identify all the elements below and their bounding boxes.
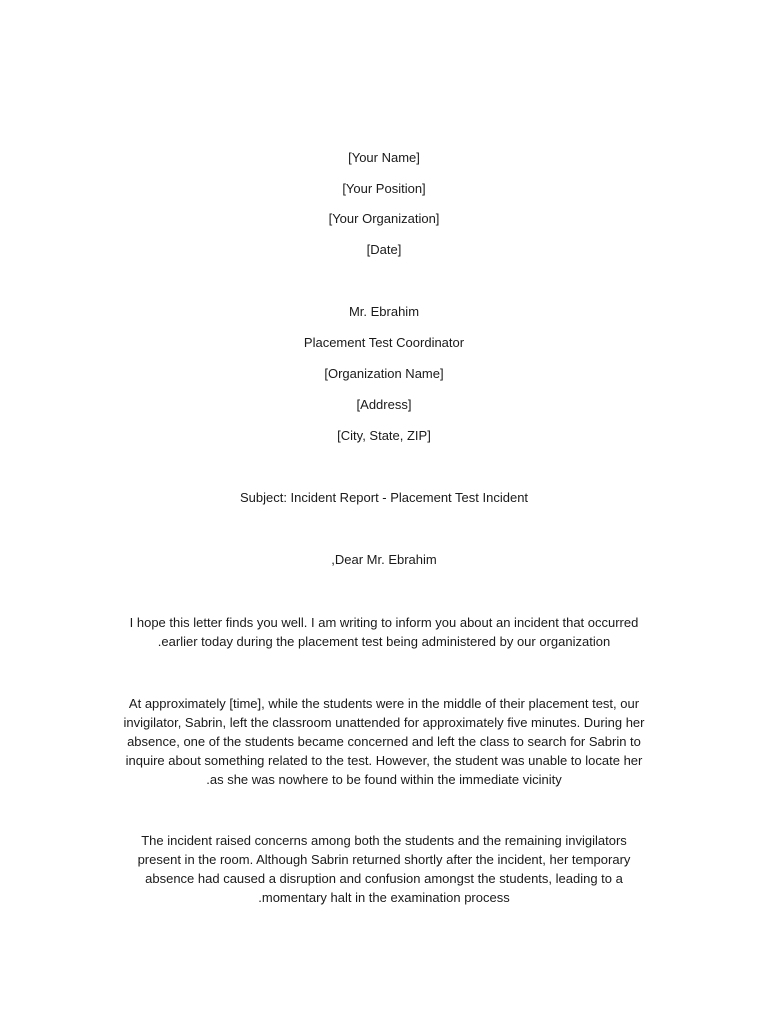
subject-line: Subject: Incident Report - Placement Test Incident xyxy=(239,490,529,505)
paragraph-line: invigilator, Sabrin, left the classroom unattended for approximately five minutes. During her xyxy=(123,715,645,730)
paragraph-line: The incident raised concerns among both the students and the remaining invigilators xyxy=(141,833,627,848)
letter-date: [Date] xyxy=(366,242,402,257)
paragraph-line: .earlier today during the placement test being administered by our organization xyxy=(157,634,611,649)
paragraph-line: .as she was nowhere to be found within the immediate vicinity xyxy=(206,772,562,787)
paragraph-line: .momentary halt in the examination process xyxy=(258,890,510,905)
salutation: ,Dear Mr. Ebrahim xyxy=(331,552,437,567)
recipient-title: Placement Test Coordinator xyxy=(303,335,465,350)
sender-name: [Your Name] xyxy=(348,150,420,165)
paragraph-line: absence, one of the students became concerned and left the class to search for Sabrin to xyxy=(127,734,641,749)
body-paragraph-3 xyxy=(104,831,664,907)
paragraph-line: I hope this letter finds you well. I am writing to inform you about an incident that occurred xyxy=(129,615,639,630)
paragraph-line: inquire about something related to the test. However, the student was unable to locate her xyxy=(125,753,643,768)
recipient-city-state-zip: [City, State, ZIP] xyxy=(337,428,431,443)
sender-position: [Your Position] xyxy=(342,181,426,196)
recipient-name: Mr. Ebrahim xyxy=(348,304,420,319)
recipient-organization: [Organization Name] xyxy=(324,366,444,381)
paragraph-line: absence had caused a disruption and confusion amongst the students, leading to a xyxy=(145,871,623,886)
recipient-address: [Address] xyxy=(356,397,412,412)
paragraph-line: At approximately [time], while the students were in the middle of their placement test, our xyxy=(128,696,640,711)
body-paragraph-2 xyxy=(104,694,664,789)
paragraph-line: present in the room. Although Sabrin returned shortly after the incident, her temporary xyxy=(137,852,631,867)
sender-organization: [Your Organization] xyxy=(328,211,440,226)
body-paragraph-1 xyxy=(104,613,664,651)
